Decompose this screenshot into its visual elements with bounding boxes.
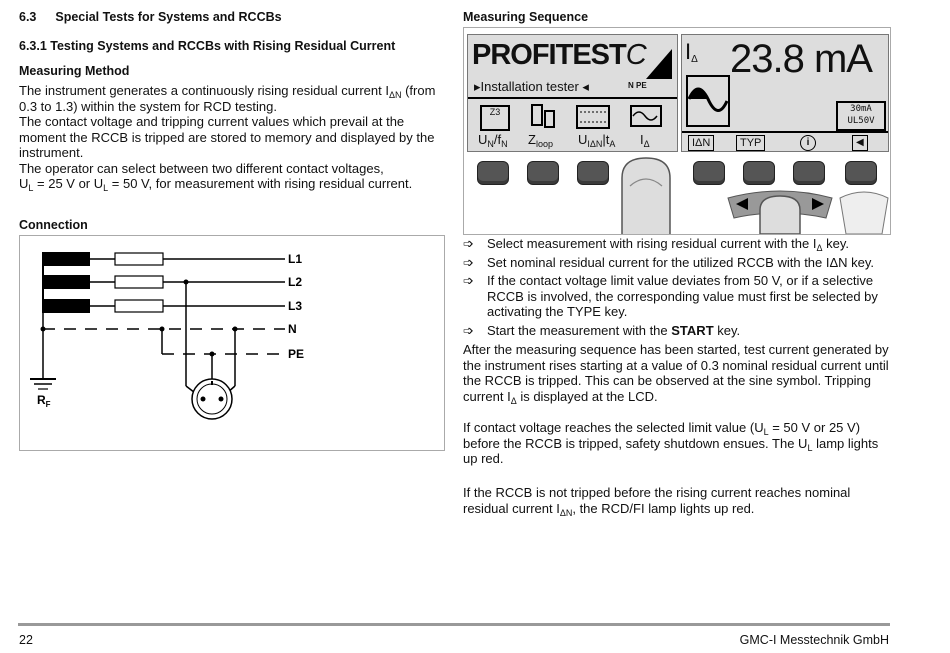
installation-label: ▸Installation tester ◂ <box>474 79 589 94</box>
instruction-list <box>463 236 893 338</box>
device-key-1[interactable] <box>477 161 509 185</box>
device-lcd-left <box>467 34 678 152</box>
bullet-arrow-icon: ➩ <box>463 322 474 338</box>
winding-l2 <box>43 275 90 289</box>
subsection-heading: 6.3.1 Testing Systems and RCCBs with Rising Residual Current <box>19 39 396 53</box>
section-title: Special Tests for Systems and RCCBs <box>55 10 282 24</box>
mode-label-un: $U_N/f_N$ <box>478 132 508 149</box>
brand-logo: PROFITESTC <box>472 39 646 71</box>
softkey-idn-label: IΔN <box>688 135 714 151</box>
device-lcd-right <box>681 34 889 152</box>
list-item: ➩ Select measurement with rising residual current with the $I_\Delta$ key. <box>463 236 849 253</box>
bullet-arrow-icon: ➩ <box>463 254 474 270</box>
signal-icon <box>646 49 672 79</box>
round-dial[interactable] <box>838 188 890 234</box>
fuse-l2 <box>115 276 163 288</box>
label-pe: PE <box>288 347 305 361</box>
label-n: N <box>288 322 297 336</box>
section-number: 6.3 <box>19 10 37 24</box>
finger-illustration <box>616 156 678 235</box>
page-number: 22 <box>19 633 33 647</box>
fuse-l1 <box>115 253 163 265</box>
connection-heading: Connection <box>19 218 88 232</box>
method-paragraph-3: The operator can select between two different contact voltages, <box>19 160 384 176</box>
device-key-7[interactable] <box>793 161 825 185</box>
back-icon: ◀ <box>852 135 868 151</box>
device-key-3[interactable] <box>577 161 609 185</box>
list-item: ➩ If the contact voltage limit value deviates from 50 V, or if a selective RCCB is involved, the corresponding value must first be selected by activating the TYPE key. <box>463 273 878 319</box>
sequence-paragraph-3: If the RCCB is not tripped before the rising current reaches nominal residual current $I_{\Delta N}$, the RCD/FI lamp lights up red. <box>463 485 851 518</box>
mode-label-zloop: $Z_{loop}$ <box>528 132 553 149</box>
connection-diagram <box>19 235 445 451</box>
wiring-diagram <box>20 236 444 450</box>
mode-label-uidn: $U_{I\Delta N}|t_A$ <box>578 132 616 149</box>
label-l1: L1 <box>288 252 303 266</box>
method-paragraph-2: The contact voltage and tripping current values which prevail at the moment the RCCB is tripped are stored to memory and displayed by the instrument. <box>19 114 435 160</box>
device-key-6[interactable] <box>743 161 775 185</box>
company-name: GMC-I Messtechnik GmbH <box>739 633 889 647</box>
info-icon: i <box>800 135 816 151</box>
device-key-8[interactable] <box>845 161 877 185</box>
mode-rcd-icon <box>576 105 610 129</box>
device-key-5[interactable] <box>693 161 725 185</box>
label-l3: L3 <box>288 299 303 313</box>
footer-rule <box>18 623 890 626</box>
winding-l1 <box>43 252 90 266</box>
sequence-paragraph-1: After the measuring sequence has been started, test current generated by the instrument rises starting at a value of 0.3 nominal residual current until the RCCB is tripped. This can be observed at the sine symbol. Tripping current $I_\Delta$ is displayed at the LCD. <box>463 342 889 406</box>
mode-label-idelta: $I_\Delta$ <box>640 132 650 149</box>
list-item: ➩ Set nominal residual current for the utilized RCCB with the IΔN key. <box>463 254 875 270</box>
sine-wave-icon <box>686 75 730 127</box>
rating-badge: 30mA UL50V <box>836 101 886 131</box>
fuse-l3 <box>115 300 163 312</box>
section-heading <box>19 10 282 24</box>
mode-loop-icon <box>530 103 556 129</box>
method-heading: Measuring Method <box>19 64 130 78</box>
device-key-2[interactable] <box>527 161 559 185</box>
current-reading: 23.8 mA <box>730 37 872 81</box>
bullet-arrow-icon: ➩ <box>463 273 474 288</box>
sequence-heading: Measuring Sequence <box>463 10 589 24</box>
winding-l3 <box>43 299 90 313</box>
method-paragraph-1: The instrument generates a continuously rising residual current $I_{\Delta N}$ (from 0.3 to 1.3) within the system for RCD testing. <box>19 83 436 114</box>
reading-label: $I_\Delta$ <box>685 39 698 65</box>
npe-indicator: N PE <box>628 81 647 90</box>
method-text <box>19 83 445 192</box>
device-illustration <box>463 27 891 235</box>
method-paragraph-4: $U_L = 25$ V or $U_L = 50$ V, for measurement with rising residual current. <box>19 176 413 193</box>
bullet-arrow-icon: ➩ <box>463 236 474 251</box>
mode-voltage-icon: Z3 <box>480 105 510 131</box>
softkey-typ-label: TYP <box>736 135 765 151</box>
label-l2: L2 <box>288 275 303 289</box>
mode-ramp-icon <box>630 105 662 127</box>
arrow-rocker[interactable] <box>726 188 834 234</box>
sequence-paragraph-2: If contact voltage reaches the selected limit value ($U_L = 50$ V or 25 V) before the RCCB is tripped, safety shutdown ensues. The $U_L$ lamp lights up red. <box>463 420 879 466</box>
list-item: ➩ Start the measurement with the START key. <box>463 322 741 338</box>
label-rf: $R_F$ <box>37 393 51 409</box>
